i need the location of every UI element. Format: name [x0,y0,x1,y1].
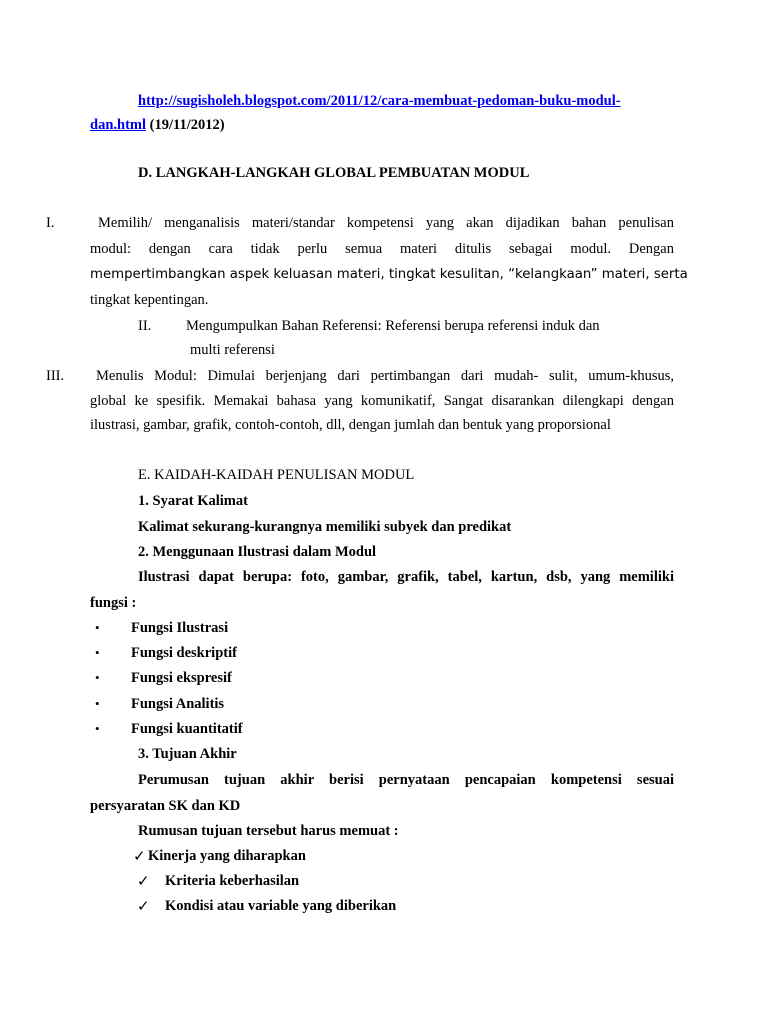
item-3-line-3: ilustrasi, gambar, grafik, contoh-contoh, dll, dengan jumlah dan bentuk yang proporsional [90,417,611,433]
checkmark-icon: ✓ [137,872,150,890]
section-e-heading: E. KAIDAH-KAIDAH PENULISAN MODUL [138,467,415,483]
reference-link-part2[interactable]: dan.html [90,117,147,133]
bullet-item: Fungsi deskriptif [131,645,237,661]
reference-date: (19/11/2012) [149,117,225,133]
item-3-line-1: Menulis Modul: Dimulai berjenjang dari pertimbangan dari mudah- sulit, umum-khusus, [96,368,674,384]
item-2-numeral: II. [138,318,152,334]
sub-3-title: 3. Tujuan Akhir [138,746,237,762]
reference-link-part1[interactable]: http://sugisholeh.blogspot.com/2011/12/cara-membuat-pedoman-buku-modul- [138,93,621,109]
sub-3-text-line-2: persyaratan SK dan KD [90,798,241,814]
item-3-numeral: III. [46,368,65,384]
bullet-item: Fungsi Analitis [131,696,225,712]
section-d-heading: D. LANGKAH-LANGKAH GLOBAL PEMBUATAN MODUL [138,165,530,181]
reference-url-line2 [90,116,225,134]
bullet-dot: • [95,696,100,711]
check-item: Kriteria keberhasilan [165,873,300,889]
bullet-item: Fungsi ekspresif [131,670,232,686]
bullet-dot: • [95,645,100,660]
bullet-item: Fungsi kuantitatif [131,721,243,737]
reference-url-line1[interactable] [138,92,621,110]
sub-1-title: 1. Syarat Kalimat [138,493,248,509]
item-3-line-2: global ke spesifik. Memakai bahasa yang komunikatif, Sangat disarankan dilengkapi dengan [90,393,674,409]
item-1-numeral: I. [46,215,55,231]
bullet-dot: • [95,721,100,736]
sub-3-text-line-3: Rumusan tujuan tersebut harus memuat : [138,823,399,839]
checkmark-icon: ✓ [133,847,146,865]
item-2-line-1: Mengumpulkan Bahan Referensi: Referensi berupa referensi induk dan [186,318,600,334]
sub-2-title: 2. Menggunaan Ilustrasi dalam Modul [138,544,377,560]
check-item: Kinerja yang diharapkan [148,848,306,864]
item-1-line-2: modul: dengan cara tidak perlu semua materi ditulis sebagai modul. Dengan [90,241,674,257]
bullet-dot: • [95,620,100,635]
item-1-line-1: Memilih/ menganalisis materi/standar kompetensi yang akan dijadikan bahan penulisan [98,215,674,231]
sub-3-text-line-1: Perumusan tujuan akhir berisi pernyataan pencapaian kompetensi sesuai [138,772,674,788]
checkmark-icon: ✓ [137,897,150,915]
sub-2-text-line-1: Ilustrasi dapat berupa: foto, gambar, grafik, tabel, kartun, dsb, yang memiliki [138,569,674,585]
bullet-dot: • [95,670,100,685]
sub-2-text-line-2: fungsi : [90,595,137,611]
check-item: Kondisi atau variable yang diberikan [165,898,397,914]
sub-1-text: Kalimat sekurang-kurangnya memiliki subyek dan predikat [138,519,512,535]
item-1-line-4: tingkat kepentingan. [90,292,209,308]
item-2-line-2: multi referensi [190,342,275,358]
bullet-item: Fungsi Ilustrasi [131,620,229,636]
item-1-line-3: mempertimbangkan aspek keluasan materi, tingkat kesulitan, “kelangkaan” materi, serta [90,267,688,282]
